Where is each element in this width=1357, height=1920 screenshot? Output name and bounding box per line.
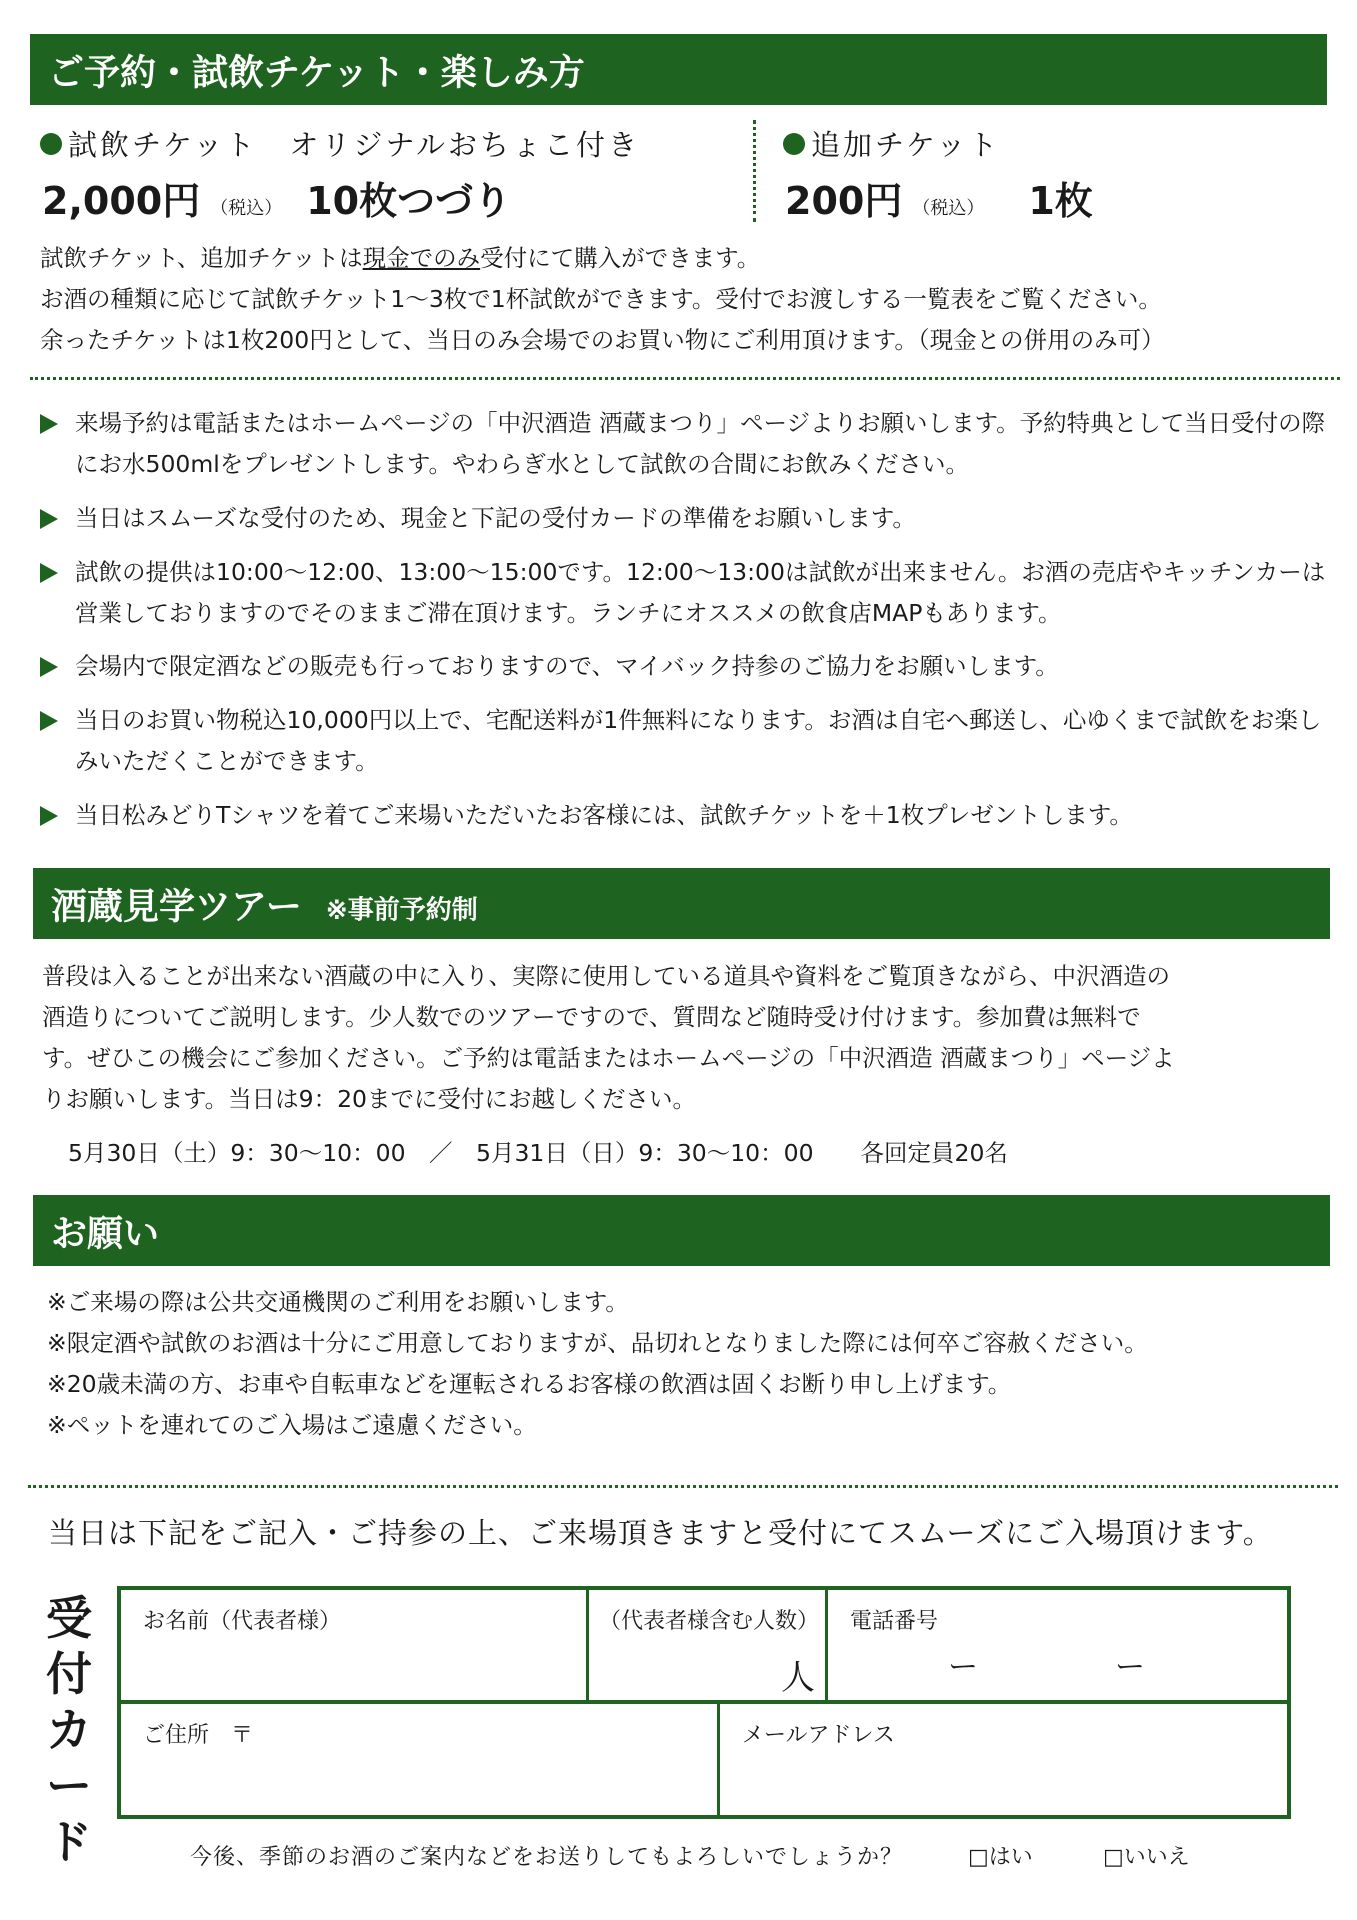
section-title: 酒蔵見学ツアー bbox=[51, 885, 302, 927]
list-item: 当日はスムーズな受付のため、現金と下記の受付カードの準備をお願いします。 bbox=[40, 498, 1340, 539]
address-field[interactable]: ご住所 〒 bbox=[143, 1723, 254, 1748]
people-unit: 人 bbox=[781, 1658, 815, 1698]
section-title: お願い bbox=[51, 1212, 160, 1254]
newsletter-question: 今後、季節のお酒のご案内などをお送りしてもよろしいでしょうか？ bbox=[190, 1845, 904, 1870]
phone-dash: ー bbox=[948, 1650, 978, 1685]
ticket-divider bbox=[753, 120, 756, 222]
section-header-request bbox=[33, 1195, 1330, 1266]
reception-card bbox=[117, 1586, 1291, 1819]
newsletter-yes-checkbox[interactable]: □はい bbox=[968, 1845, 1033, 1870]
list-item: 来場予約は電話またはホームページの「中沢酒造 酒蔵まつり」ページよりお願いします。予約特典として当日受付の際にお水500mlをプレゼントします。やわらぎ水として試飲の合間にお飲みください。 bbox=[40, 403, 1340, 485]
section-note: ※事前予約制 bbox=[325, 895, 478, 925]
ticket-intro: 試飲チケット、追加チケットは現金でのみ受付にて購入ができます。 お酒の種類に応じて試飲チケット1～3枚で1杯試飲ができます。受付でお渡しする一覧表をご覧ください。 余ったチケットは1枚200円として、当日のみ会場でのお買い物にご利用頂けます。（現金との併用のみ可） bbox=[40, 244, 1165, 354]
bullet-dot-icon bbox=[40, 133, 62, 155]
list-item: 当日松みどりTシャツを着てご来場いただいたお客様には、試飲チケットを＋1枚プレゼントします。 bbox=[40, 795, 1340, 836]
extra-ticket-price: 200円 （税込） 1枚 bbox=[785, 179, 1093, 223]
tour-schedule: 5月30日（土）9：30～10：00 ／ 5月31日（日）9：30～10：00 各回定員20名 bbox=[68, 1139, 1008, 1167]
name-field[interactable]: お名前（代表者様） bbox=[143, 1609, 342, 1634]
reception-card-label: 受 付 カ ー ド bbox=[46, 1591, 92, 1869]
extra-ticket-label: 追加チケット bbox=[783, 123, 1000, 164]
triangle-bullet-icon bbox=[40, 657, 58, 677]
phone-field[interactable]: 電話番号 ー ー bbox=[850, 1609, 1145, 1685]
list-item: ※20歳未満の方、お車や自転車などを運転されるお客様の飲酒は固くお断り申し上げます。 bbox=[47, 1370, 1012, 1398]
dotted-divider bbox=[28, 1485, 1338, 1488]
request-list bbox=[47, 1282, 1148, 1446]
bullet-dot-icon bbox=[783, 133, 805, 155]
list-item: ※ペットを連れてのご入場はご遠慮ください。 bbox=[47, 1411, 537, 1439]
section-header-tour bbox=[33, 868, 1330, 939]
section-header-reservation bbox=[30, 34, 1327, 105]
triangle-bullet-icon bbox=[40, 563, 58, 583]
ticket-label: 試飲チケット オリジナルおちょこ付き bbox=[40, 123, 640, 164]
section-title: ご予約・試飲チケット・楽しみ方 bbox=[48, 51, 585, 93]
ticket-price: 2,000円 （税込） 10枚つづり bbox=[42, 179, 512, 223]
list-item: 会場内で限定酒などの販売も行っておりますので、マイバック持参のご協力をお願いします。 bbox=[40, 646, 1340, 687]
list-item: ※限定酒や試飲のお酒は十分にご用意しておりますが、品切れとなりました際には何卒ご容赦ください。 bbox=[47, 1329, 1148, 1357]
dotted-divider bbox=[30, 377, 1340, 380]
list-item: ※ご来場の際は公共交通機関のご利用をお願いします。 bbox=[47, 1288, 629, 1316]
card-intro: 当日は下記をご記入・ご持参の上、ご来場頂きますと受付にてスムーズにご入場頂けます。 bbox=[48, 1516, 1273, 1550]
list-item: 試飲の提供は10:00～12:00、13:00～15:00です。12:00～13:00は試飲が出来ません。お酒の売店やキッチンカーは営業しておりますのでそのままご滞在頂けます。ランチにオススメの飲食店MAPもあります。 bbox=[40, 552, 1340, 634]
list-item: 当日のお買い物税込10,000円以上で、宅配送料が1件無料になります。お酒は自宅へ郵送し、心ゆくまで試飲をお楽しみいただくことができます。 bbox=[40, 700, 1340, 782]
triangle-bullet-icon bbox=[40, 509, 58, 529]
tour-description: 普段は入ることが出来ない酒蔵の中に入り、実際に使用している道具や資料をご覧頂きながら、中沢酒造の 酒造りについてご説明します。少人数でのツアーですので、質問など随時受け付けます。参加費は無料で す。ぜひこの機会にご参加ください。ご予約は電話またはホームページの「中沢酒造 酒蔵まつり」ページよ りお願いします。当日は9：20までに受付にお越しください。 bbox=[42, 962, 1175, 1113]
triangle-bullet-icon bbox=[40, 806, 58, 826]
newsletter-no-checkbox[interactable]: □いいえ bbox=[1103, 1845, 1190, 1870]
people-count-field[interactable]: （代表者様含む人数） 人 bbox=[599, 1609, 820, 1698]
email-field[interactable]: メールアドレス bbox=[742, 1723, 895, 1748]
triangle-bullet-icon bbox=[40, 414, 58, 434]
phone-dash: ー bbox=[1115, 1650, 1145, 1685]
triangle-bullet-icon bbox=[40, 711, 58, 731]
